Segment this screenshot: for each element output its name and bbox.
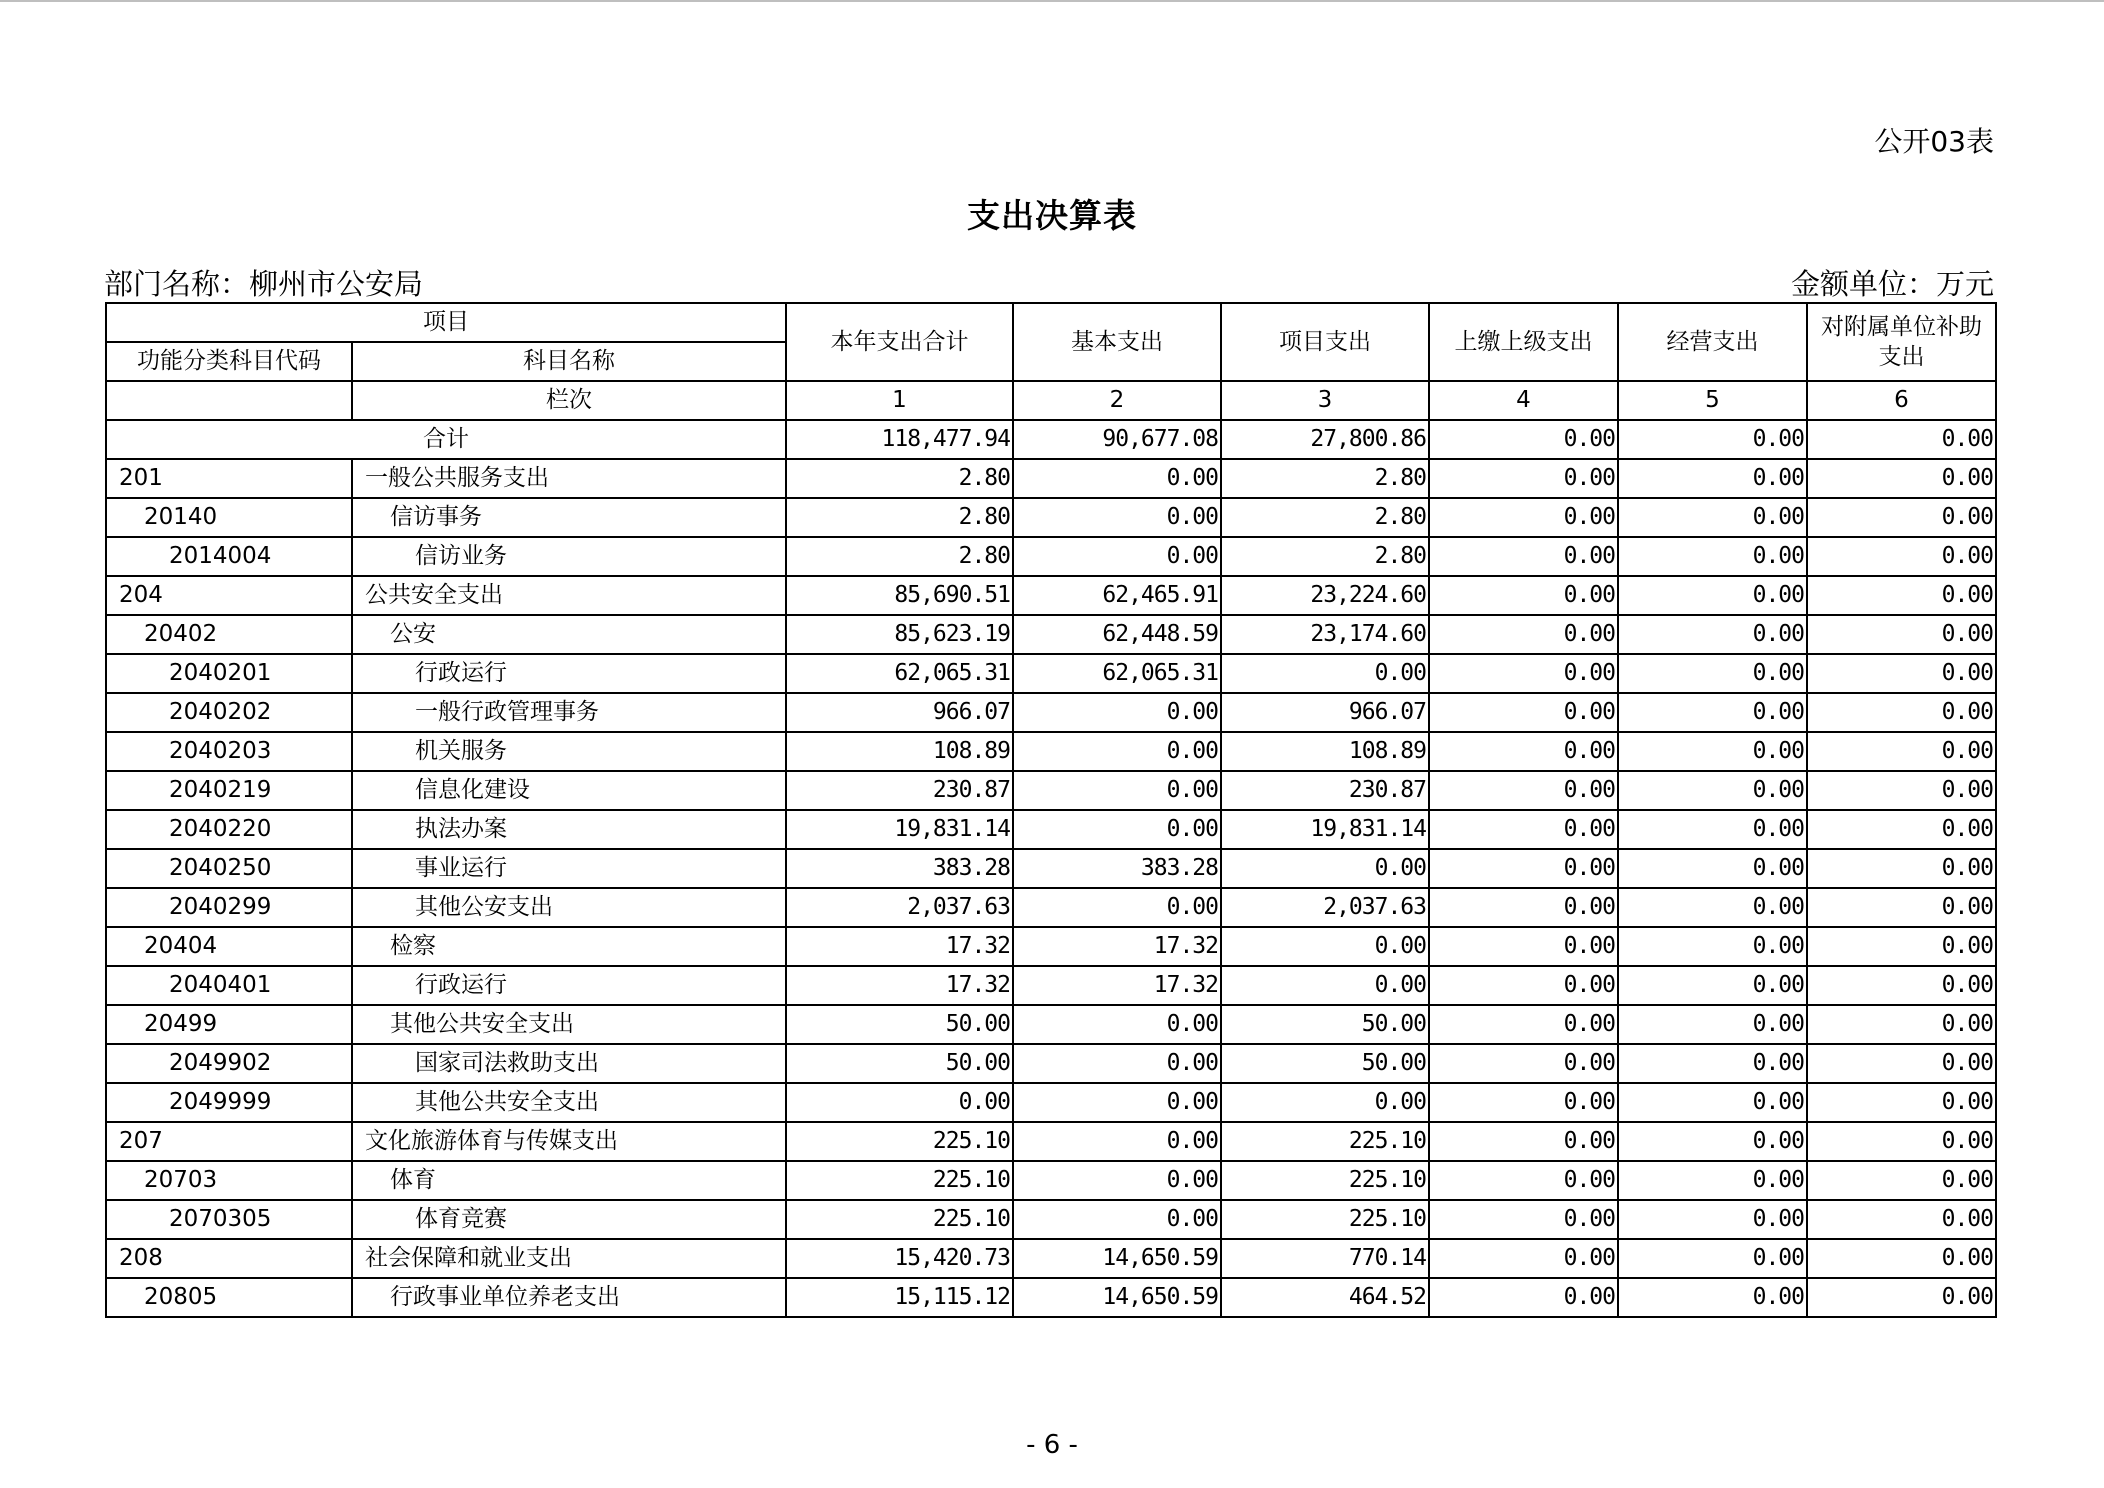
row-name: 行政事业单位养老支出	[352, 1278, 786, 1317]
row-value: 0.00	[1807, 1200, 1996, 1239]
row-value: 50.00	[1221, 1044, 1429, 1083]
row-value: 15,420.73	[786, 1239, 1013, 1278]
row-value: 0.00	[1807, 498, 1996, 537]
blank-cell	[106, 381, 352, 420]
row-value: 0.00	[1429, 693, 1618, 732]
row-value: 0.00	[1807, 1239, 1996, 1278]
total-row	[106, 420, 1996, 459]
row-name: 行政运行	[352, 654, 786, 693]
row-code: 201	[106, 459, 352, 498]
row-code: 20140	[106, 498, 352, 537]
row-name: 文化旅游体育与传媒支出	[352, 1122, 786, 1161]
row-value: 0.00	[1807, 849, 1996, 888]
row-name: 一般行政管理事务	[352, 693, 786, 732]
table-row	[106, 888, 1996, 927]
row-code: 2049902	[106, 1044, 352, 1083]
table-row	[106, 615, 1996, 654]
row-value: 0.00	[1807, 1122, 1996, 1161]
row-value: 225.10	[786, 1122, 1013, 1161]
row-value: 0.00	[1807, 693, 1996, 732]
row-name: 公共安全支出	[352, 576, 786, 615]
row-value: 0.00	[1221, 1083, 1429, 1122]
row-code: 2040299	[106, 888, 352, 927]
row-code: 2040203	[106, 732, 352, 771]
top-border-line	[0, 0, 2104, 2]
row-value: 0.00	[1429, 1044, 1618, 1083]
row-value: 0.00	[1807, 654, 1996, 693]
row-value: 0.00	[1618, 615, 1807, 654]
row-value: 0.00	[1429, 732, 1618, 771]
total-value: 27,800.86	[1221, 420, 1429, 459]
row-name: 其他公安支出	[352, 888, 786, 927]
column-number: 5	[1618, 381, 1807, 420]
row-name: 国家司法救助支出	[352, 1044, 786, 1083]
row-code: 2040219	[106, 771, 352, 810]
table-row	[106, 732, 1996, 771]
row-value: 62,448.59	[1013, 615, 1221, 654]
row-code: 20703	[106, 1161, 352, 1200]
row-name: 体育	[352, 1161, 786, 1200]
row-value: 0.00	[1618, 1278, 1807, 1317]
table-row	[106, 849, 1996, 888]
row-value: 0.00	[1013, 1161, 1221, 1200]
row-value: 0.00	[1221, 654, 1429, 693]
column-number: 1	[786, 381, 1013, 420]
row-value: 0.00	[1618, 654, 1807, 693]
row-value: 2.80	[786, 537, 1013, 576]
row-value: 0.00	[1807, 537, 1996, 576]
row-value: 2.80	[786, 459, 1013, 498]
row-value: 383.28	[1013, 849, 1221, 888]
row-value: 0.00	[1429, 459, 1618, 498]
total-value: 0.00	[1618, 420, 1807, 459]
row-value: 383.28	[786, 849, 1013, 888]
row-value: 85,690.51	[786, 576, 1013, 615]
table-row	[106, 1122, 1996, 1161]
row-value: 0.00	[1429, 849, 1618, 888]
column-number-row	[106, 381, 1996, 420]
row-value: 85,623.19	[786, 615, 1013, 654]
row-value: 0.00	[1429, 1122, 1618, 1161]
table-row	[106, 1044, 1996, 1083]
row-value: 0.00	[1618, 576, 1807, 615]
table-row	[106, 498, 1996, 537]
column-number: 2	[1013, 381, 1221, 420]
row-value: 15,115.12	[786, 1278, 1013, 1317]
row-value: 0.00	[1807, 1161, 1996, 1200]
total-label: 合计	[106, 420, 786, 459]
row-value: 0.00	[1807, 615, 1996, 654]
row-value: 17.32	[1013, 927, 1221, 966]
row-value: 0.00	[1618, 966, 1807, 1005]
row-value: 62,065.31	[786, 654, 1013, 693]
row-value: 0.00	[1429, 654, 1618, 693]
table-row	[106, 1083, 1996, 1122]
table-row	[106, 1278, 1996, 1317]
row-name: 信访业务	[352, 537, 786, 576]
header-name: 科目名称	[352, 342, 786, 381]
row-value: 0.00	[1013, 1005, 1221, 1044]
row-value: 0.00	[1807, 1278, 1996, 1317]
column-row-label: 栏次	[352, 381, 786, 420]
row-value: 0.00	[1618, 498, 1807, 537]
row-value: 0.00	[1221, 849, 1429, 888]
row-code: 2040220	[106, 810, 352, 849]
table-row	[106, 654, 1996, 693]
table-row	[106, 1161, 1996, 1200]
row-value: 0.00	[1618, 1083, 1807, 1122]
row-value: 2,037.63	[786, 888, 1013, 927]
row-value: 19,831.14	[786, 810, 1013, 849]
total-value: 0.00	[1429, 420, 1618, 459]
row-code: 2040250	[106, 849, 352, 888]
row-value: 0.00	[1013, 693, 1221, 732]
header-col-project: 项目支出	[1221, 303, 1429, 381]
row-value: 225.10	[786, 1200, 1013, 1239]
row-code: 207	[106, 1122, 352, 1161]
row-value: 23,174.60	[1221, 615, 1429, 654]
row-value: 0.00	[1429, 810, 1618, 849]
total-value: 90,677.08	[1013, 420, 1221, 459]
row-code: 2040201	[106, 654, 352, 693]
row-value: 0.00	[1013, 810, 1221, 849]
table-row	[106, 810, 1996, 849]
row-value: 0.00	[1013, 498, 1221, 537]
row-value: 0.00	[1429, 771, 1618, 810]
row-value: 0.00	[1807, 771, 1996, 810]
row-name: 体育竞赛	[352, 1200, 786, 1239]
row-name: 检察	[352, 927, 786, 966]
row-value: 0.00	[1429, 1239, 1618, 1278]
row-value: 0.00	[1618, 1005, 1807, 1044]
row-value: 62,065.31	[1013, 654, 1221, 693]
total-value: 0.00	[1807, 420, 1996, 459]
total-value: 118,477.94	[786, 420, 1013, 459]
row-value: 14,650.59	[1013, 1239, 1221, 1278]
row-code: 20499	[106, 1005, 352, 1044]
header-col-subsidy: 对附属单位补助支出	[1807, 303, 1996, 381]
row-name: 行政运行	[352, 966, 786, 1005]
row-name: 社会保障和就业支出	[352, 1239, 786, 1278]
table-row	[106, 966, 1996, 1005]
column-number: 4	[1429, 381, 1618, 420]
row-value: 0.00	[1013, 1044, 1221, 1083]
row-name: 信息化建设	[352, 771, 786, 810]
row-value: 230.87	[786, 771, 1013, 810]
row-value: 0.00	[1807, 1083, 1996, 1122]
row-value: 0.00	[1807, 1044, 1996, 1083]
table-row	[106, 1005, 1996, 1044]
row-value: 0.00	[1618, 732, 1807, 771]
row-value: 0.00	[1618, 1239, 1807, 1278]
row-value: 0.00	[1618, 1200, 1807, 1239]
row-value: 0.00	[1013, 732, 1221, 771]
row-name: 一般公共服务支出	[352, 459, 786, 498]
row-value: 0.00	[1013, 537, 1221, 576]
row-value: 0.00	[1618, 810, 1807, 849]
row-value: 966.07	[786, 693, 1013, 732]
row-value: 0.00	[1013, 1083, 1221, 1122]
row-value: 0.00	[1807, 576, 1996, 615]
row-value: 50.00	[786, 1005, 1013, 1044]
row-value: 0.00	[1618, 888, 1807, 927]
row-code: 2040202	[106, 693, 352, 732]
table-row	[106, 693, 1996, 732]
row-value: 0.00	[1807, 810, 1996, 849]
row-code: 2070305	[106, 1200, 352, 1239]
column-number: 6	[1807, 381, 1996, 420]
row-value: 0.00	[1013, 1122, 1221, 1161]
row-value: 0.00	[1618, 771, 1807, 810]
expenditure-table	[105, 302, 1997, 1318]
row-value: 0.00	[1807, 888, 1996, 927]
row-value: 0.00	[1429, 1005, 1618, 1044]
header-col-operation: 经营支出	[1618, 303, 1807, 381]
row-code: 2014004	[106, 537, 352, 576]
table-row	[106, 537, 1996, 576]
row-value: 0.00	[1429, 576, 1618, 615]
table-row	[106, 771, 1996, 810]
row-value: 0.00	[1429, 1200, 1618, 1239]
table-row	[106, 576, 1996, 615]
row-value: 0.00	[1618, 927, 1807, 966]
row-code: 20402	[106, 615, 352, 654]
row-value: 0.00	[1013, 888, 1221, 927]
row-code: 2040401	[106, 966, 352, 1005]
row-value: 0.00	[1618, 1161, 1807, 1200]
row-name: 信访事务	[352, 498, 786, 537]
table-row	[106, 1239, 1996, 1278]
row-value: 2.80	[1221, 459, 1429, 498]
row-value: 0.00	[1618, 1044, 1807, 1083]
row-value: 0.00	[1429, 1083, 1618, 1122]
row-value: 0.00	[1429, 966, 1618, 1005]
table-row	[106, 459, 1996, 498]
row-value: 966.07	[1221, 693, 1429, 732]
column-number: 3	[1221, 381, 1429, 420]
row-value: 19,831.14	[1221, 810, 1429, 849]
header-item: 项目	[106, 303, 786, 342]
row-value: 0.00	[1429, 615, 1618, 654]
row-value: 2.80	[1221, 537, 1429, 576]
row-value: 225.10	[1221, 1161, 1429, 1200]
row-value: 225.10	[786, 1161, 1013, 1200]
form-number: 公开03表	[1874, 125, 1994, 158]
row-value: 0.00	[1618, 849, 1807, 888]
table-row	[106, 1200, 1996, 1239]
row-value: 14,650.59	[1013, 1278, 1221, 1317]
row-value: 0.00	[1013, 1200, 1221, 1239]
row-value: 2.80	[786, 498, 1013, 537]
row-value: 17.32	[786, 966, 1013, 1005]
row-value: 0.00	[1013, 459, 1221, 498]
row-value: 0.00	[1221, 927, 1429, 966]
row-value: 0.00	[1807, 732, 1996, 771]
row-value: 0.00	[1807, 927, 1996, 966]
row-value: 62,465.91	[1013, 576, 1221, 615]
row-name: 机关服务	[352, 732, 786, 771]
row-value: 0.00	[1618, 459, 1807, 498]
row-value: 0.00	[1618, 1122, 1807, 1161]
row-value: 464.52	[1221, 1278, 1429, 1317]
row-value: 0.00	[1429, 1161, 1618, 1200]
row-name: 执法办案	[352, 810, 786, 849]
page-title: 支出决算表	[967, 196, 1137, 235]
header-col-remit: 上缴上级支出	[1429, 303, 1618, 381]
row-value: 0.00	[1221, 966, 1429, 1005]
row-value: 0.00	[1618, 537, 1807, 576]
row-code: 204	[106, 576, 352, 615]
department-label: 部门名称：柳州市公安局	[104, 267, 424, 301]
row-value: 0.00	[1807, 966, 1996, 1005]
row-value: 0.00	[1429, 888, 1618, 927]
page-number: - 6 -	[1026, 1430, 1078, 1460]
row-code: 208	[106, 1239, 352, 1278]
row-value: 0.00	[786, 1083, 1013, 1122]
header-code: 功能分类科目代码	[106, 342, 352, 381]
row-value: 0.00	[1013, 771, 1221, 810]
row-value: 23,224.60	[1221, 576, 1429, 615]
table-row	[106, 927, 1996, 966]
row-value: 17.32	[786, 927, 1013, 966]
row-value: 108.89	[786, 732, 1013, 771]
row-value: 0.00	[1429, 927, 1618, 966]
row-name: 事业运行	[352, 849, 786, 888]
amount-unit-label: 金额单位：万元	[1790, 267, 1994, 301]
row-value: 0.00	[1429, 498, 1618, 537]
row-value: 770.14	[1221, 1239, 1429, 1278]
row-value: 230.87	[1221, 771, 1429, 810]
row-value: 225.10	[1221, 1200, 1429, 1239]
row-name: 公安	[352, 615, 786, 654]
header-col-basic: 基本支出	[1013, 303, 1221, 381]
row-value: 0.00	[1618, 693, 1807, 732]
row-code: 20404	[106, 927, 352, 966]
row-code: 20805	[106, 1278, 352, 1317]
row-value: 0.00	[1807, 459, 1996, 498]
row-name: 其他公共安全支出	[352, 1083, 786, 1122]
row-name: 其他公共安全支出	[352, 1005, 786, 1044]
row-value: 0.00	[1429, 537, 1618, 576]
row-value: 108.89	[1221, 732, 1429, 771]
row-value: 2,037.63	[1221, 888, 1429, 927]
header-col-total: 本年支出合计	[786, 303, 1013, 381]
row-value: 225.10	[1221, 1122, 1429, 1161]
row-value: 50.00	[1221, 1005, 1429, 1044]
row-value: 0.00	[1429, 1278, 1618, 1317]
row-value: 0.00	[1807, 1005, 1996, 1044]
row-code: 2049999	[106, 1083, 352, 1122]
row-value: 17.32	[1013, 966, 1221, 1005]
row-value: 50.00	[786, 1044, 1013, 1083]
row-value: 2.80	[1221, 498, 1429, 537]
